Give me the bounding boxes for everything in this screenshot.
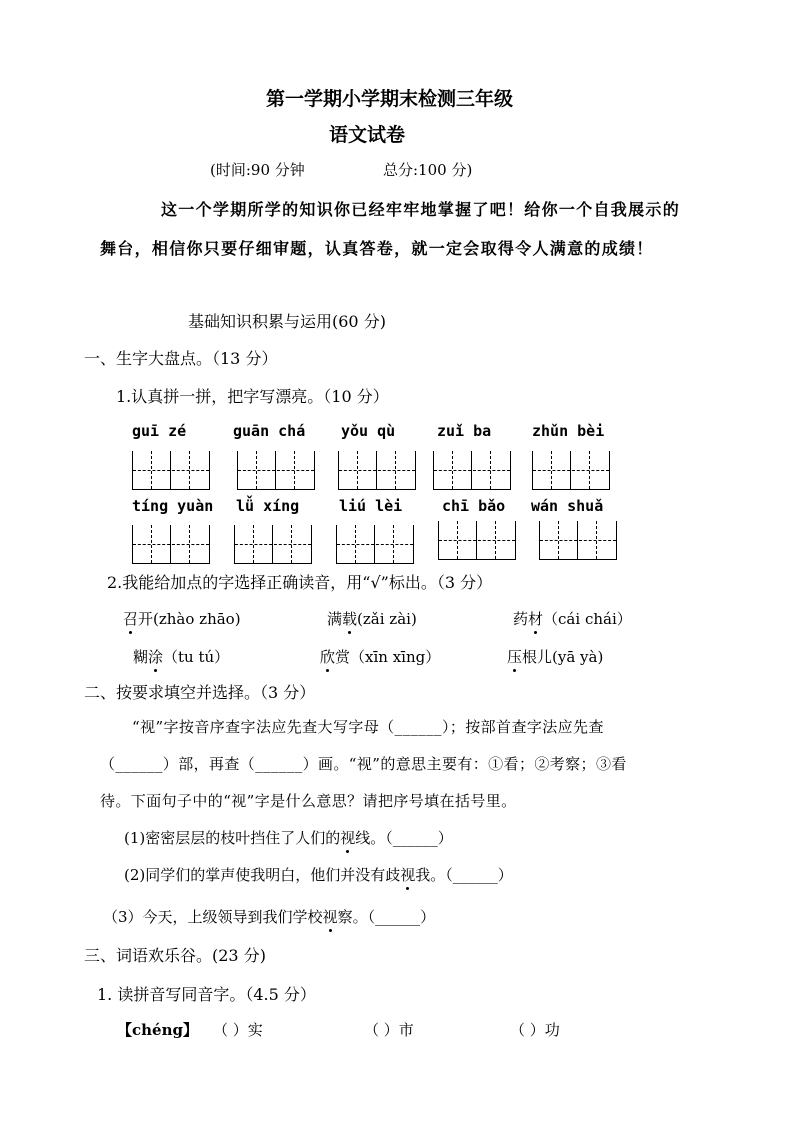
pinyin-label: wán shuǎ — [531, 497, 604, 515]
writing-grid[interactable] — [532, 451, 610, 490]
reading-option: 欣赏（xīn xīng） — [320, 648, 441, 666]
part1-q1-heading: 1.认真拼一拼，把字写漂亮。（10 分） — [116, 387, 389, 406]
pinyin-label: liú lèi — [339, 497, 403, 515]
part3-heading: 三、词语欢乐谷。(23 分) — [84, 946, 266, 965]
writing-grid[interactable] — [234, 525, 312, 564]
exam-total-score: 总分:100 分) — [383, 161, 473, 179]
pinyin-prompt: 【chéng】 — [117, 1021, 198, 1039]
part3-q1-heading: 1. 读拼音写同音字。（4.5 分） — [97, 985, 316, 1004]
reading-option: 压根儿(yā yà) — [507, 648, 604, 666]
intro-line-2: 舞台，相信你只要仔细审题，认真答卷，就一定会取得令人满意的成绩！ — [100, 239, 654, 258]
dotted-char: 欣 — [320, 648, 336, 666]
dotted-char: 视 — [322, 908, 338, 926]
dotted-char: 材 — [528, 610, 544, 628]
page-title: 第一学期小学期末检测三年级 — [266, 88, 514, 110]
dotted-char: 召 — [123, 610, 139, 628]
dotted-char: 涂 — [148, 648, 164, 666]
exam-time: (时间:90 分钟 — [210, 161, 305, 179]
dotted-char: 视 — [340, 829, 356, 847]
pinyin-label: guān chá — [233, 422, 306, 440]
writing-grid[interactable] — [338, 451, 416, 490]
part2-sentence-2: (2)同学们的掌声使我明白，他们并没有歧视我。（______） — [124, 866, 513, 884]
page-subtitle: 语文试卷 — [329, 124, 406, 146]
pinyin-label: guī zé — [132, 422, 187, 440]
part2-sentence-3: （3）今天，上级领导到我们学校视察。（______） — [103, 908, 436, 926]
dotted-char: 载 — [342, 610, 358, 628]
intro-line-1: 这一个学期所学的知识你已经牢牢地掌握了吧！给你一个自我展示的 — [161, 200, 681, 219]
part2-paragraph-line-2: （______）部，再查（______）画。“视”的意思主要有：①看；②考察；③看 — [100, 755, 627, 773]
part1-q2-heading: 2.我能给加点的字选择正确读音，用“√”标出。（3 分） — [107, 573, 493, 592]
homophone-blank[interactable]: （ ）实 — [213, 1021, 263, 1039]
writing-grid[interactable] — [433, 451, 511, 490]
pinyin-label: zhǔn bèi — [532, 422, 605, 440]
part2-sentence-1: (1)密密层层的枝叶挡住了人们的视线。（______） — [124, 829, 453, 847]
writing-grid[interactable] — [539, 521, 617, 560]
homophone-blank[interactable]: （ ）市 — [364, 1021, 414, 1039]
pinyin-label: lǚ xíng — [236, 497, 300, 515]
part2-paragraph-line-3: 待。下面句子中的“视”字是什么意思？请把序号填在括号里。 — [100, 792, 517, 810]
reading-option: 糊涂（tu tú） — [133, 648, 230, 666]
homophone-blank[interactable]: （ ）功 — [510, 1021, 560, 1039]
reading-option: 药材（cái chái） — [513, 610, 632, 628]
writing-grid[interactable] — [336, 525, 414, 564]
reading-option: 召开(zhào zhāo) — [123, 610, 241, 628]
part1-heading: 一、生字大盘点。（13 分） — [84, 349, 278, 368]
pinyin-label: chī bǎo — [442, 497, 506, 515]
part2-paragraph-line-1: “视”字按音序查字法应先查大写字母（______）；按部首查字法应先查 — [132, 718, 604, 736]
writing-grid[interactable] — [132, 451, 210, 490]
part2-heading: 二、按要求填空并选择。（3 分） — [84, 683, 316, 702]
pinyin-label: yǒu qù — [341, 422, 396, 440]
pinyin-label: tíng yuàn — [132, 497, 214, 515]
writing-grid[interactable] — [438, 521, 516, 560]
reading-option: 满载(zǎi zài) — [327, 610, 417, 628]
pinyin-label: zuǐ ba — [437, 422, 492, 440]
writing-grid[interactable] — [237, 451, 315, 490]
dotted-char: 视 — [400, 866, 416, 884]
section-basic-heading: 基础知识积累与运用(60 分) — [188, 312, 386, 331]
writing-grid[interactable] — [132, 525, 210, 564]
dotted-char: 压 — [507, 648, 523, 666]
